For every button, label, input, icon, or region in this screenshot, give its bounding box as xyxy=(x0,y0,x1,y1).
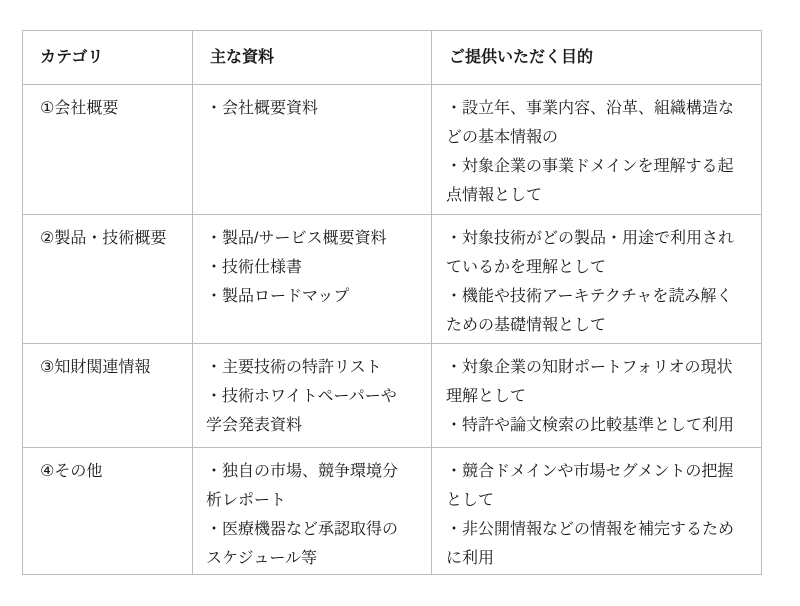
purpose-item: ・対象技術がどの製品・用途で利用されているかを理解として xyxy=(446,230,735,276)
materials-cell xyxy=(193,344,432,448)
purpose-item: ・非公開情報などの情報を補完するために利用 xyxy=(446,521,735,567)
purpose-cell xyxy=(432,344,762,448)
table-header-row xyxy=(23,31,762,85)
category-label: ①会社概要 xyxy=(40,100,119,117)
purpose-item: ・設立年、事業内容、沿革、組織構造などの基本情報の xyxy=(446,100,735,146)
header-purpose: ご提供いただく目的 xyxy=(432,31,762,85)
material-item: ・医療機器など承認取得のスケジュール等 xyxy=(206,521,399,567)
material-item: ・技術仕様書 xyxy=(206,259,303,276)
purpose-cell xyxy=(432,215,762,344)
header-materials: 主な資料 xyxy=(193,31,432,85)
purpose-item: ・特許や論文検索の比較基準として利用 xyxy=(446,417,735,434)
material-item: ・会社概要資料 xyxy=(206,100,319,117)
materials-cell xyxy=(193,85,432,215)
purpose-item: ・競合ドメインや市場セグメントの把握として xyxy=(446,463,734,509)
material-item: ・独自の市場、競争環境分析レポート xyxy=(206,463,399,509)
document-table-container xyxy=(22,30,762,575)
category-label: ④その他 xyxy=(40,463,103,480)
purpose-item: ・対象企業の知財ポートフォリオの現状理解として xyxy=(446,359,733,405)
materials-cell xyxy=(193,215,432,344)
purpose-cell xyxy=(432,85,762,215)
category-cell xyxy=(23,344,193,448)
materials-cell xyxy=(193,448,432,575)
purpose-item: ・機能や技術アーキテクチャを読み解くための基礎情報として xyxy=(446,288,733,334)
table-row-company-overview xyxy=(23,85,762,215)
material-item: ・製品/サービス概要資料 xyxy=(206,230,387,247)
table-row-ip-related-info xyxy=(23,344,762,448)
category-cell xyxy=(23,448,193,575)
purpose-item: ・対象企業の事業ドメインを理解する起点情報として xyxy=(446,158,734,204)
purpose-cell xyxy=(432,448,762,575)
materials-table xyxy=(22,30,762,575)
category-label: ②製品・技術概要 xyxy=(40,230,167,247)
table-row-product-technology xyxy=(23,215,762,344)
table-row-others xyxy=(23,448,762,575)
material-item: ・技術ホワイトペーパーや学会発表資料 xyxy=(206,388,397,434)
header-category: カテゴリ xyxy=(23,31,193,85)
category-cell xyxy=(23,215,193,344)
material-item: ・製品ロードマップ xyxy=(206,288,350,305)
material-item: ・主要技術の特許リスト xyxy=(206,359,382,376)
category-label: ③知財関連情報 xyxy=(40,359,151,376)
category-cell xyxy=(23,85,193,215)
